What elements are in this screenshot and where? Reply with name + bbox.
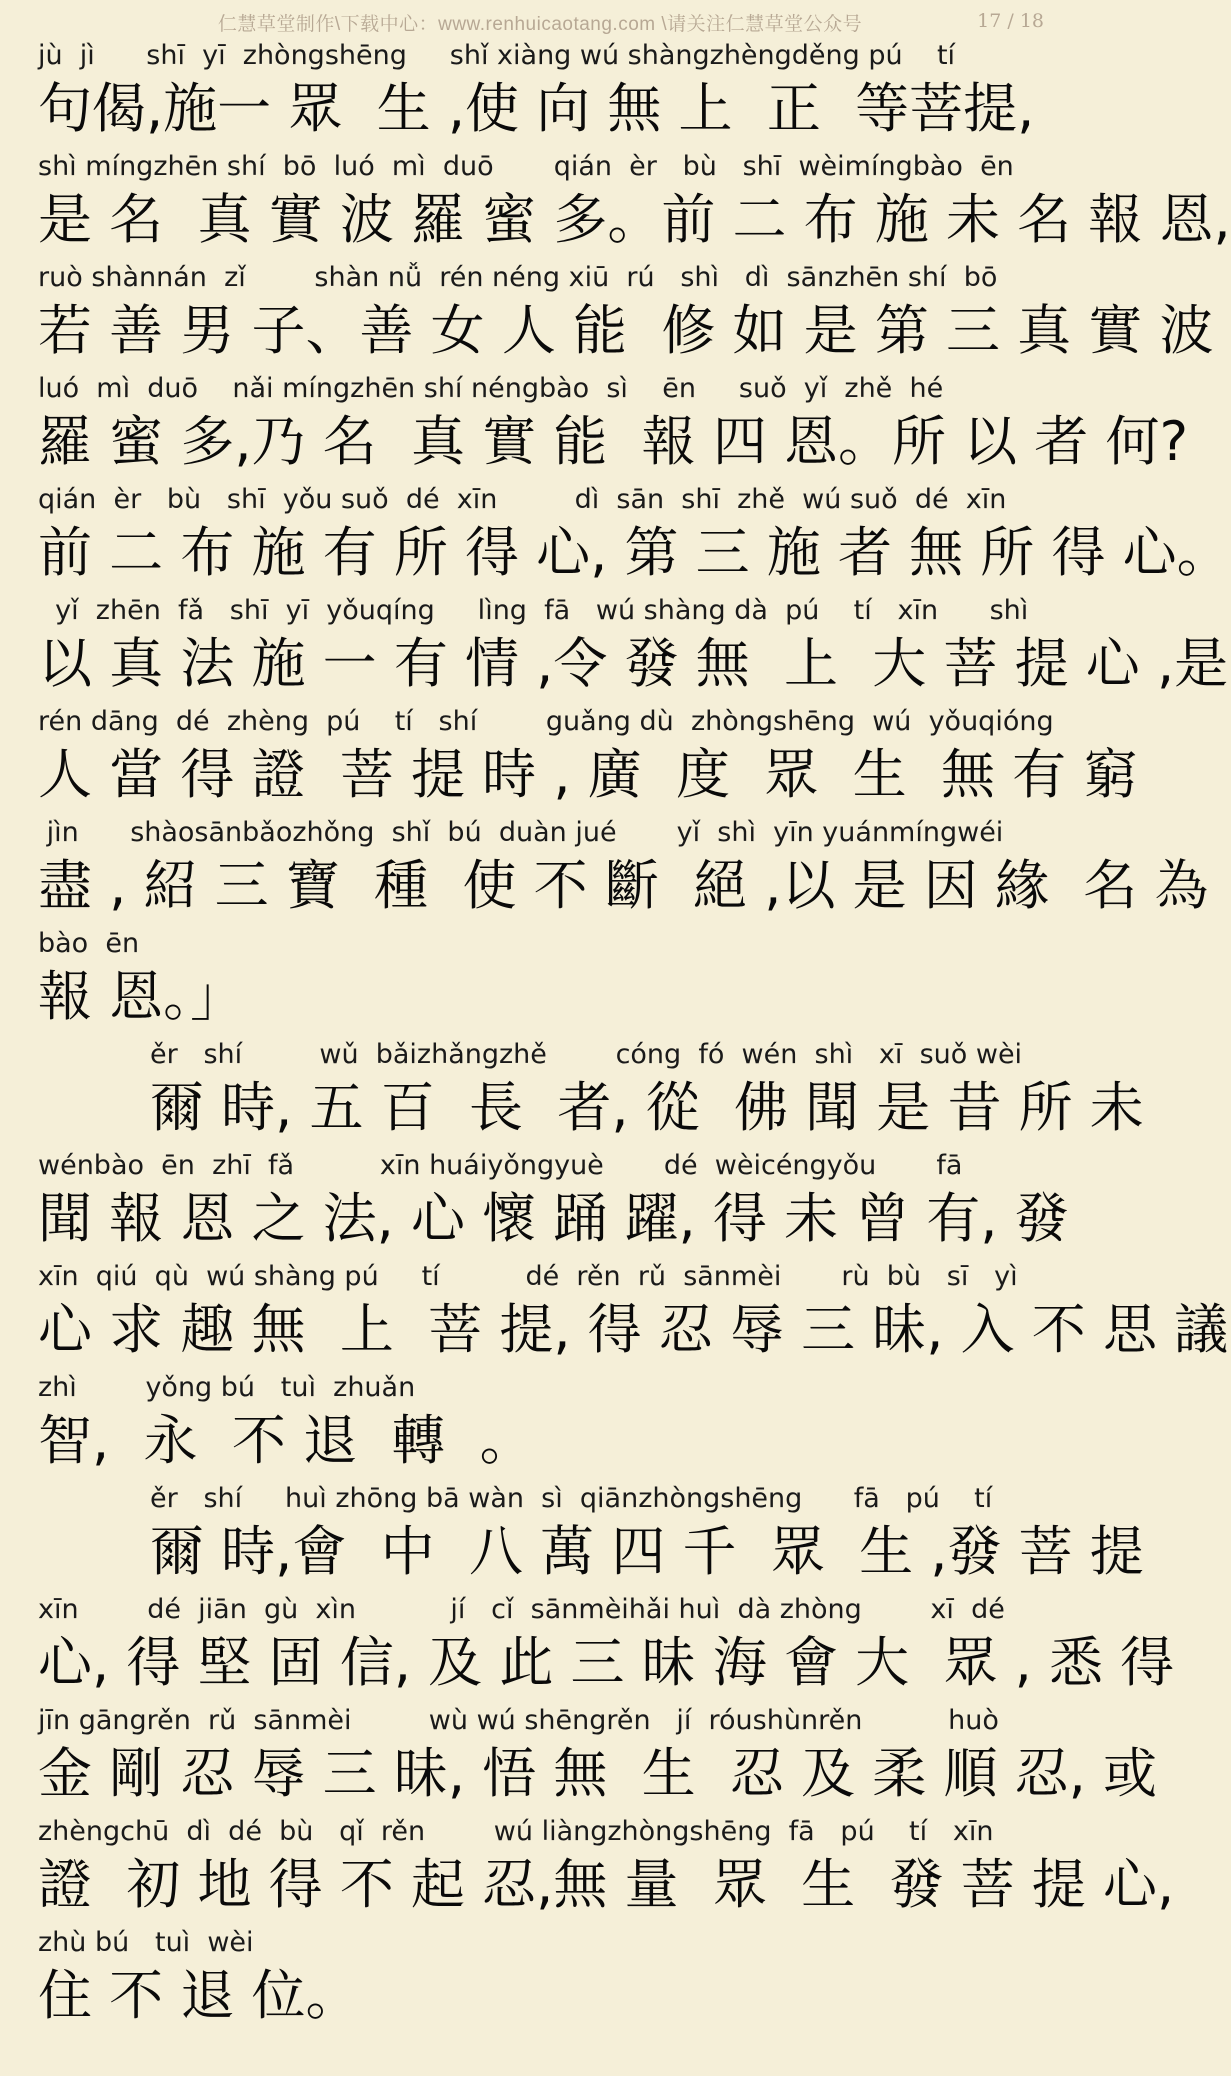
hanzi-line: 金 剛 忍 辱 三 昧, 悟 無 生 忍 及 柔 順 忍, 或 [38,1742,1157,1805]
text-line [38,813,1209,924]
hanzi-line: 盡 , 紹 三 寶 種 使 不 斷 絕 ,以 是 因 緣 名 為 [38,854,1209,917]
pinyin-line: yǐ zhēn fǎ shī yī yǒuqíng lìng fā wú shàng dà pú tí xīn shì [38,595,1029,626]
text-line [38,1923,1048,2034]
pinyin-line: jìn shàosānbǎozhǒng shǐ bú duàn jué yǐ shì yīn yuánmíngwéi [38,817,1004,848]
text-body [38,36,1231,2034]
pinyin-line: xīn qiú qù wú shàng pú tí dé rěn rǔ sānmèi rù bù sī yì [38,1261,1018,1292]
hanzi-line: 羅 蜜 多,乃 名 真 實 能 報 四 恩。所 以 者 何? [38,410,1189,473]
pinyin-line: zhèngchū dì dé bù qǐ rěn wú liàngzhòngshēng fā pú tí xīn [38,1816,994,1847]
pinyin-line: wénbào ēn zhī fǎ xīn huáiyǒngyuè dé wèicéngyǒu fā [38,1150,963,1181]
pinyin-line: luó mì duō nǎi míngzhēn shí néngbào sì ēn suǒ yǐ zhě hé [38,373,944,404]
text-line [38,147,1231,258]
text-line [38,369,1189,480]
pinyin-line: jīn gāngrěn rǔ sānmèi wù wú shēngrěn jí róushùnrěn huò [38,1705,999,1736]
pinyin-line: ruò shànnán zǐ shàn nǚ rén néng xiū rú shì dì sānzhēn shí bō [38,262,998,293]
hanzi-line: 爾 時,會 中 八 萬 四 千 眾 生 ,發 菩 提 [150,1520,1144,1583]
text-line [38,591,1229,702]
pinyin-line: rén dāng dé zhèng pú tí shí guǎng dù zhòngshēng wú yǒuqióng [38,706,1054,737]
text-line [38,1257,1229,1368]
text-line [38,1701,1157,1812]
hanzi-line: 住 不 退 位。 [38,1964,360,2027]
hanzi-line: 爾 時, 五 百 長 者, 從 佛 聞 是 昔 所 未 [150,1076,1144,1139]
hanzi-line: 證 初 地 得 不 起 忍,無 量 眾 生 發 菩 提 心, [38,1853,1175,1916]
pinyin-line: xīn dé jiān gù xìn jí cǐ sānmèihǎi huì dà zhòng xī dé [38,1594,1005,1625]
hanzi-line: 若 善 男 子、善 女 人 能 修 如 是 第 三 真 實 波 [38,299,1214,362]
hanzi-line: 是 名 真 實 波 羅 蜜 多。前 二 布 施 未 名 報 恩, [38,188,1231,251]
text-line [38,1812,1175,1923]
text-line [38,480,1231,591]
text-line [38,1368,1048,1479]
hanzi-line: 智, 永 不 退 轉 。 [38,1409,534,1472]
pinyin-line: ěr shí huì zhōng bā wàn sì qiānzhòngshēng fā pú tí [150,1483,993,1514]
pinyin-line: zhì yǒng bú tuì zhuǎn [38,1372,416,1403]
hanzi-line: 以 真 法 施 一 有 情 ,令 發 無 上 大 菩 提 心 ,是 [38,632,1229,695]
text-line [38,1479,1144,1590]
hanzi-line: 句偈,施一 眾 生 ,使 向 無 上 正 等菩提, [38,77,1035,140]
hanzi-line: 報 恩。」 [38,965,245,1028]
header-text: 仁慧草堂制作\下载中心：www.renhuicaotang.com \请关注仁慧草堂公众号 [217,13,863,35]
text-line [38,258,1214,369]
pinyin-line: bào ēn [38,928,140,959]
hanzi-line: 聞 報 恩 之 法, 心 懷 踊 躍, 得 未 曾 有, 發 [38,1187,1069,1250]
pinyin-line: ěr shí wǔ bǎizhǎngzhě cóng fó wén shì xī suǒ wèi [150,1039,1023,1070]
hanzi-line: 心 求 趣 無 上 菩 提, 得 忍 辱 三 昧, 入 不 思 議 [38,1298,1229,1361]
text-line [38,702,1138,813]
hanzi-line: 前 二 布 施 有 所 得 心, 第 三 施 者 無 所 得 心。 [38,521,1231,584]
text-line [38,1146,1069,1257]
text-line [38,1035,1144,1146]
pinyin-line: qián èr bù shī yǒu suǒ dé xīn dì sān shī zhě wú suǒ dé xīn [38,484,1007,515]
pinyin-line: shì míngzhēn shí bō luó mì duō qián èr bù shī wèimíngbào ēn [38,151,1014,182]
hanzi-line: 人 當 得 證 菩 提 時 , 廣 度 眾 生 無 有 窮 [38,743,1138,806]
text-line [38,1590,1175,1701]
text-line [38,924,1048,1035]
text-line [38,36,1048,147]
hanzi-line: 心, 得 堅 固 信, 及 此 三 昧 海 會 大 眾 , 悉 得 [38,1631,1175,1694]
pinyin-line: jù jì shī yī zhòngshēng shǐ xiàng wú shàngzhèngděng pú tí [38,40,956,71]
pinyin-line: zhù bú tuì wèi [38,1927,254,1958]
page-number: 17 / 18 [977,10,1044,32]
